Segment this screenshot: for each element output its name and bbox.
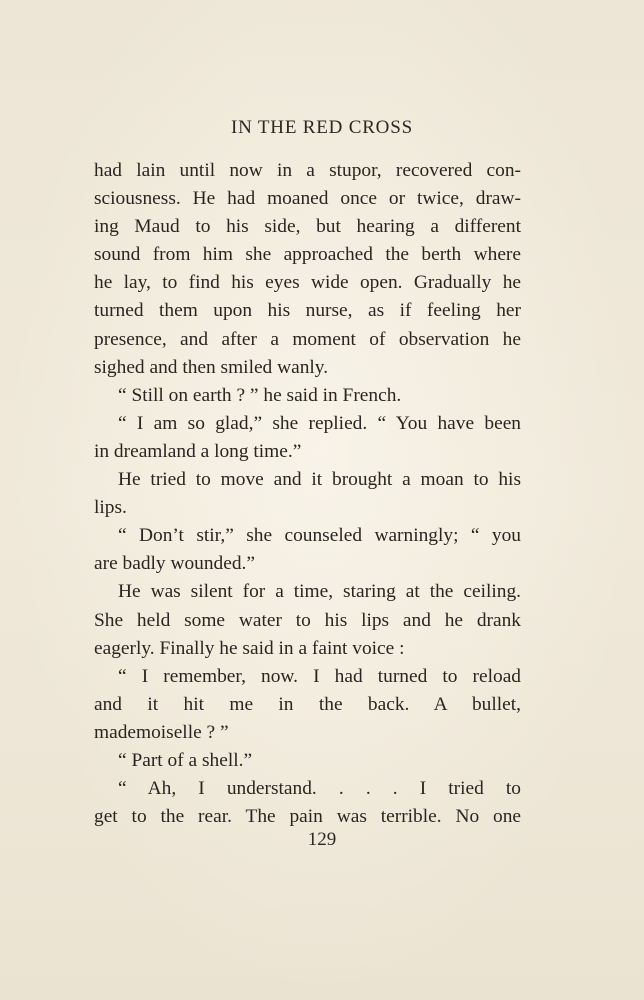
text-line: he lay, to find his eyes wide open. Gradually he [94, 272, 521, 294]
text-line: are badly wounded.” [94, 553, 255, 575]
text-line: He was silent for a time, staring at the ceiling. [118, 581, 521, 603]
text-line: sciousness. He had moaned once or twice, draw- [94, 188, 521, 210]
text-line: She held some water to his lips and he drank [94, 609, 521, 631]
running-head: IN THE RED CROSS [231, 117, 413, 138]
text-line: presence, and after a moment of observation he [94, 328, 521, 350]
text-line: get to the rear. The pain was terrible. No one [94, 806, 521, 828]
text-line: “ Ah, I understand. . . . I tried to [118, 778, 521, 800]
text-line: He tried to move and it brought a moan to his [118, 469, 521, 491]
text-line: mademoiselle ? ” [94, 721, 229, 743]
text-line: eagerly. Finally he said in a faint voice : [94, 637, 405, 659]
text-line: “ Part of a shell.” [118, 749, 253, 771]
text-line: sound from him she approached the berth where [94, 244, 521, 266]
text-line: ing Maud to his side, but hearing a different [94, 216, 521, 238]
page-number: 129 [307, 829, 337, 850]
body-text [94, 157, 521, 831]
text-line: “ Don’t stir,” she counseled warningly; “ you [118, 525, 521, 547]
text-line: in dreamland a long time.” [94, 440, 302, 462]
text-line: had lain until now in a stupor, recovered con- [94, 160, 521, 181]
text-line: “ I remember, now. I had turned to reload [118, 665, 521, 687]
text-line: “ Still on earth ? ” he said in French. [118, 384, 402, 406]
text-line: sighed and then smiled wanly. [94, 356, 329, 378]
text-line: and it hit me in the back. A bullet, [94, 693, 521, 715]
text-line: turned them upon his nurse, as if feeling her [94, 300, 521, 322]
text-line: “ I am so glad,” she replied. “ You have been [118, 412, 521, 434]
text-line: lips. [94, 497, 127, 519]
